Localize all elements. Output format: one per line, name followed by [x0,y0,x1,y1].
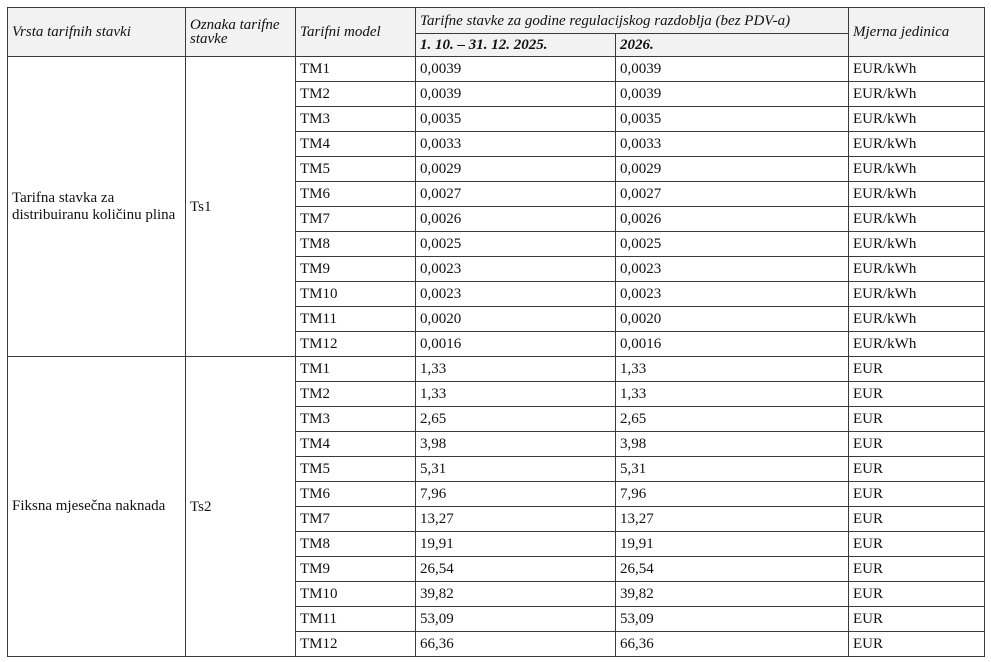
rate-2026-cell: 53,09 [616,607,849,632]
tariff-code-cell: Ts1 [186,57,296,357]
unit-cell: EUR/kWh [849,282,985,307]
tariff-model-cell: TM9 [296,557,416,582]
unit-cell: EUR [849,382,985,407]
header-unit: Mjerna jedinica [849,8,985,57]
rate-2025-cell: 0,0023 [416,282,616,307]
rate-2025-cell: 19,91 [416,532,616,557]
rate-2026-cell: 0,0029 [616,157,849,182]
rate-2025-cell: 0,0035 [416,107,616,132]
unit-cell: EUR/kWh [849,332,985,357]
unit-cell: EUR/kWh [849,82,985,107]
rate-2025-cell: 0,0023 [416,257,616,282]
unit-cell: EUR [849,507,985,532]
rate-2026-cell: 0,0023 [616,282,849,307]
tariff-model-cell: TM3 [296,407,416,432]
rate-2026-cell: 0,0016 [616,332,849,357]
rate-2026-cell: 0,0027 [616,182,849,207]
rate-2026-cell: 0,0020 [616,307,849,332]
rate-2026-cell: 26,54 [616,557,849,582]
tariff-model-cell: TM1 [296,357,416,382]
unit-cell: EUR [849,357,985,382]
rate-2025-cell: 3,98 [416,432,616,457]
tariff-type-cell: Tarifna stavka za distribuiranu količinu plina [8,57,186,357]
rate-2026-cell: 0,0039 [616,57,849,82]
header-rates: Tarifne stavke za godine regulacijskog razdoblja (bez PDV-a) [416,8,849,34]
rate-2026-cell: 0,0039 [616,82,849,107]
rate-2026-cell: 3,98 [616,432,849,457]
tariff-code-cell: Ts2 [186,357,296,657]
rate-2025-cell: 0,0025 [416,232,616,257]
table-row [8,57,985,82]
rate-2026-cell: 7,96 [616,482,849,507]
tariff-model-cell: TM4 [296,432,416,457]
rate-2025-cell: 39,82 [416,582,616,607]
tariff-model-cell: TM7 [296,507,416,532]
table-row [8,357,985,382]
unit-cell: EUR/kWh [849,132,985,157]
unit-cell: EUR [849,432,985,457]
tariff-model-cell: TM2 [296,82,416,107]
tariff-model-cell: TM8 [296,532,416,557]
tariff-model-cell: TM11 [296,607,416,632]
rate-2026-cell: 5,31 [616,457,849,482]
rate-2026-cell: 13,27 [616,507,849,532]
rate-2026-cell: 0,0035 [616,107,849,132]
tariff-model-cell: TM4 [296,132,416,157]
rate-2025-cell: 1,33 [416,382,616,407]
tariff-model-cell: TM6 [296,182,416,207]
rate-2026-cell: 0,0033 [616,132,849,157]
rate-2026-cell: 0,0026 [616,207,849,232]
rate-2025-cell: 0,0016 [416,332,616,357]
unit-cell: EUR/kWh [849,107,985,132]
rate-2026-cell: 66,36 [616,632,849,657]
rate-2025-cell: 0,0027 [416,182,616,207]
tariff-model-cell: TM7 [296,207,416,232]
tariff-model-cell: TM10 [296,282,416,307]
rate-2025-cell: 0,0026 [416,207,616,232]
unit-cell: EUR [849,582,985,607]
tariff-model-cell: TM6 [296,482,416,507]
tariff-model-cell: TM5 [296,457,416,482]
rate-2025-cell: 0,0033 [416,132,616,157]
header-tariff-type: Vrsta tarifnih stavki [8,8,186,57]
rate-2026-cell: 19,91 [616,532,849,557]
tariff-model-cell: TM2 [296,382,416,407]
rate-2025-cell: 7,96 [416,482,616,507]
rate-2025-cell: 26,54 [416,557,616,582]
rate-2026-cell: 0,0025 [616,232,849,257]
rate-2025-cell: 53,09 [416,607,616,632]
unit-cell: EUR [849,457,985,482]
unit-cell: EUR [849,632,985,657]
unit-cell: EUR [849,532,985,557]
header-tariff-model: Tarifni model [296,8,416,57]
tariff-type-cell: Fiksna mjesečna naknada [8,357,186,657]
unit-cell: EUR/kWh [849,232,985,257]
rate-2025-cell: 0,0039 [416,57,616,82]
unit-cell: EUR/kWh [849,257,985,282]
rate-2025-cell: 2,65 [416,407,616,432]
rate-2026-cell: 1,33 [616,357,849,382]
unit-cell: EUR/kWh [849,157,985,182]
unit-cell: EUR/kWh [849,57,985,82]
unit-cell: EUR [849,557,985,582]
tariff-model-cell: TM8 [296,232,416,257]
rate-2025-cell: 0,0020 [416,307,616,332]
rate-2025-cell: 0,0029 [416,157,616,182]
tariff-table [7,7,985,657]
header-period-2026: 2026. [616,34,849,57]
rate-2026-cell: 0,0023 [616,257,849,282]
header-tariff-code: Oznaka tarifne stavke [186,8,296,57]
unit-cell: EUR [849,482,985,507]
tariff-model-cell: TM11 [296,307,416,332]
tariff-model-cell: TM12 [296,332,416,357]
unit-cell: EUR [849,607,985,632]
rate-2025-cell: 13,27 [416,507,616,532]
header-period-2025: 1. 10. – 31. 12. 2025. [416,34,616,57]
rate-2026-cell: 39,82 [616,582,849,607]
unit-cell: EUR/kWh [849,207,985,232]
tariff-model-cell: TM1 [296,57,416,82]
unit-cell: EUR [849,407,985,432]
table-body [8,57,985,657]
rate-2025-cell: 66,36 [416,632,616,657]
unit-cell: EUR/kWh [849,307,985,332]
unit-cell: EUR/kWh [849,182,985,207]
rate-2026-cell: 2,65 [616,407,849,432]
rate-2025-cell: 0,0039 [416,82,616,107]
rate-2025-cell: 1,33 [416,357,616,382]
rate-2025-cell: 5,31 [416,457,616,482]
tariff-model-cell: TM10 [296,582,416,607]
rate-2026-cell: 1,33 [616,382,849,407]
tariff-model-cell: TM12 [296,632,416,657]
tariff-model-cell: TM5 [296,157,416,182]
tariff-model-cell: TM9 [296,257,416,282]
tariff-model-cell: TM3 [296,107,416,132]
